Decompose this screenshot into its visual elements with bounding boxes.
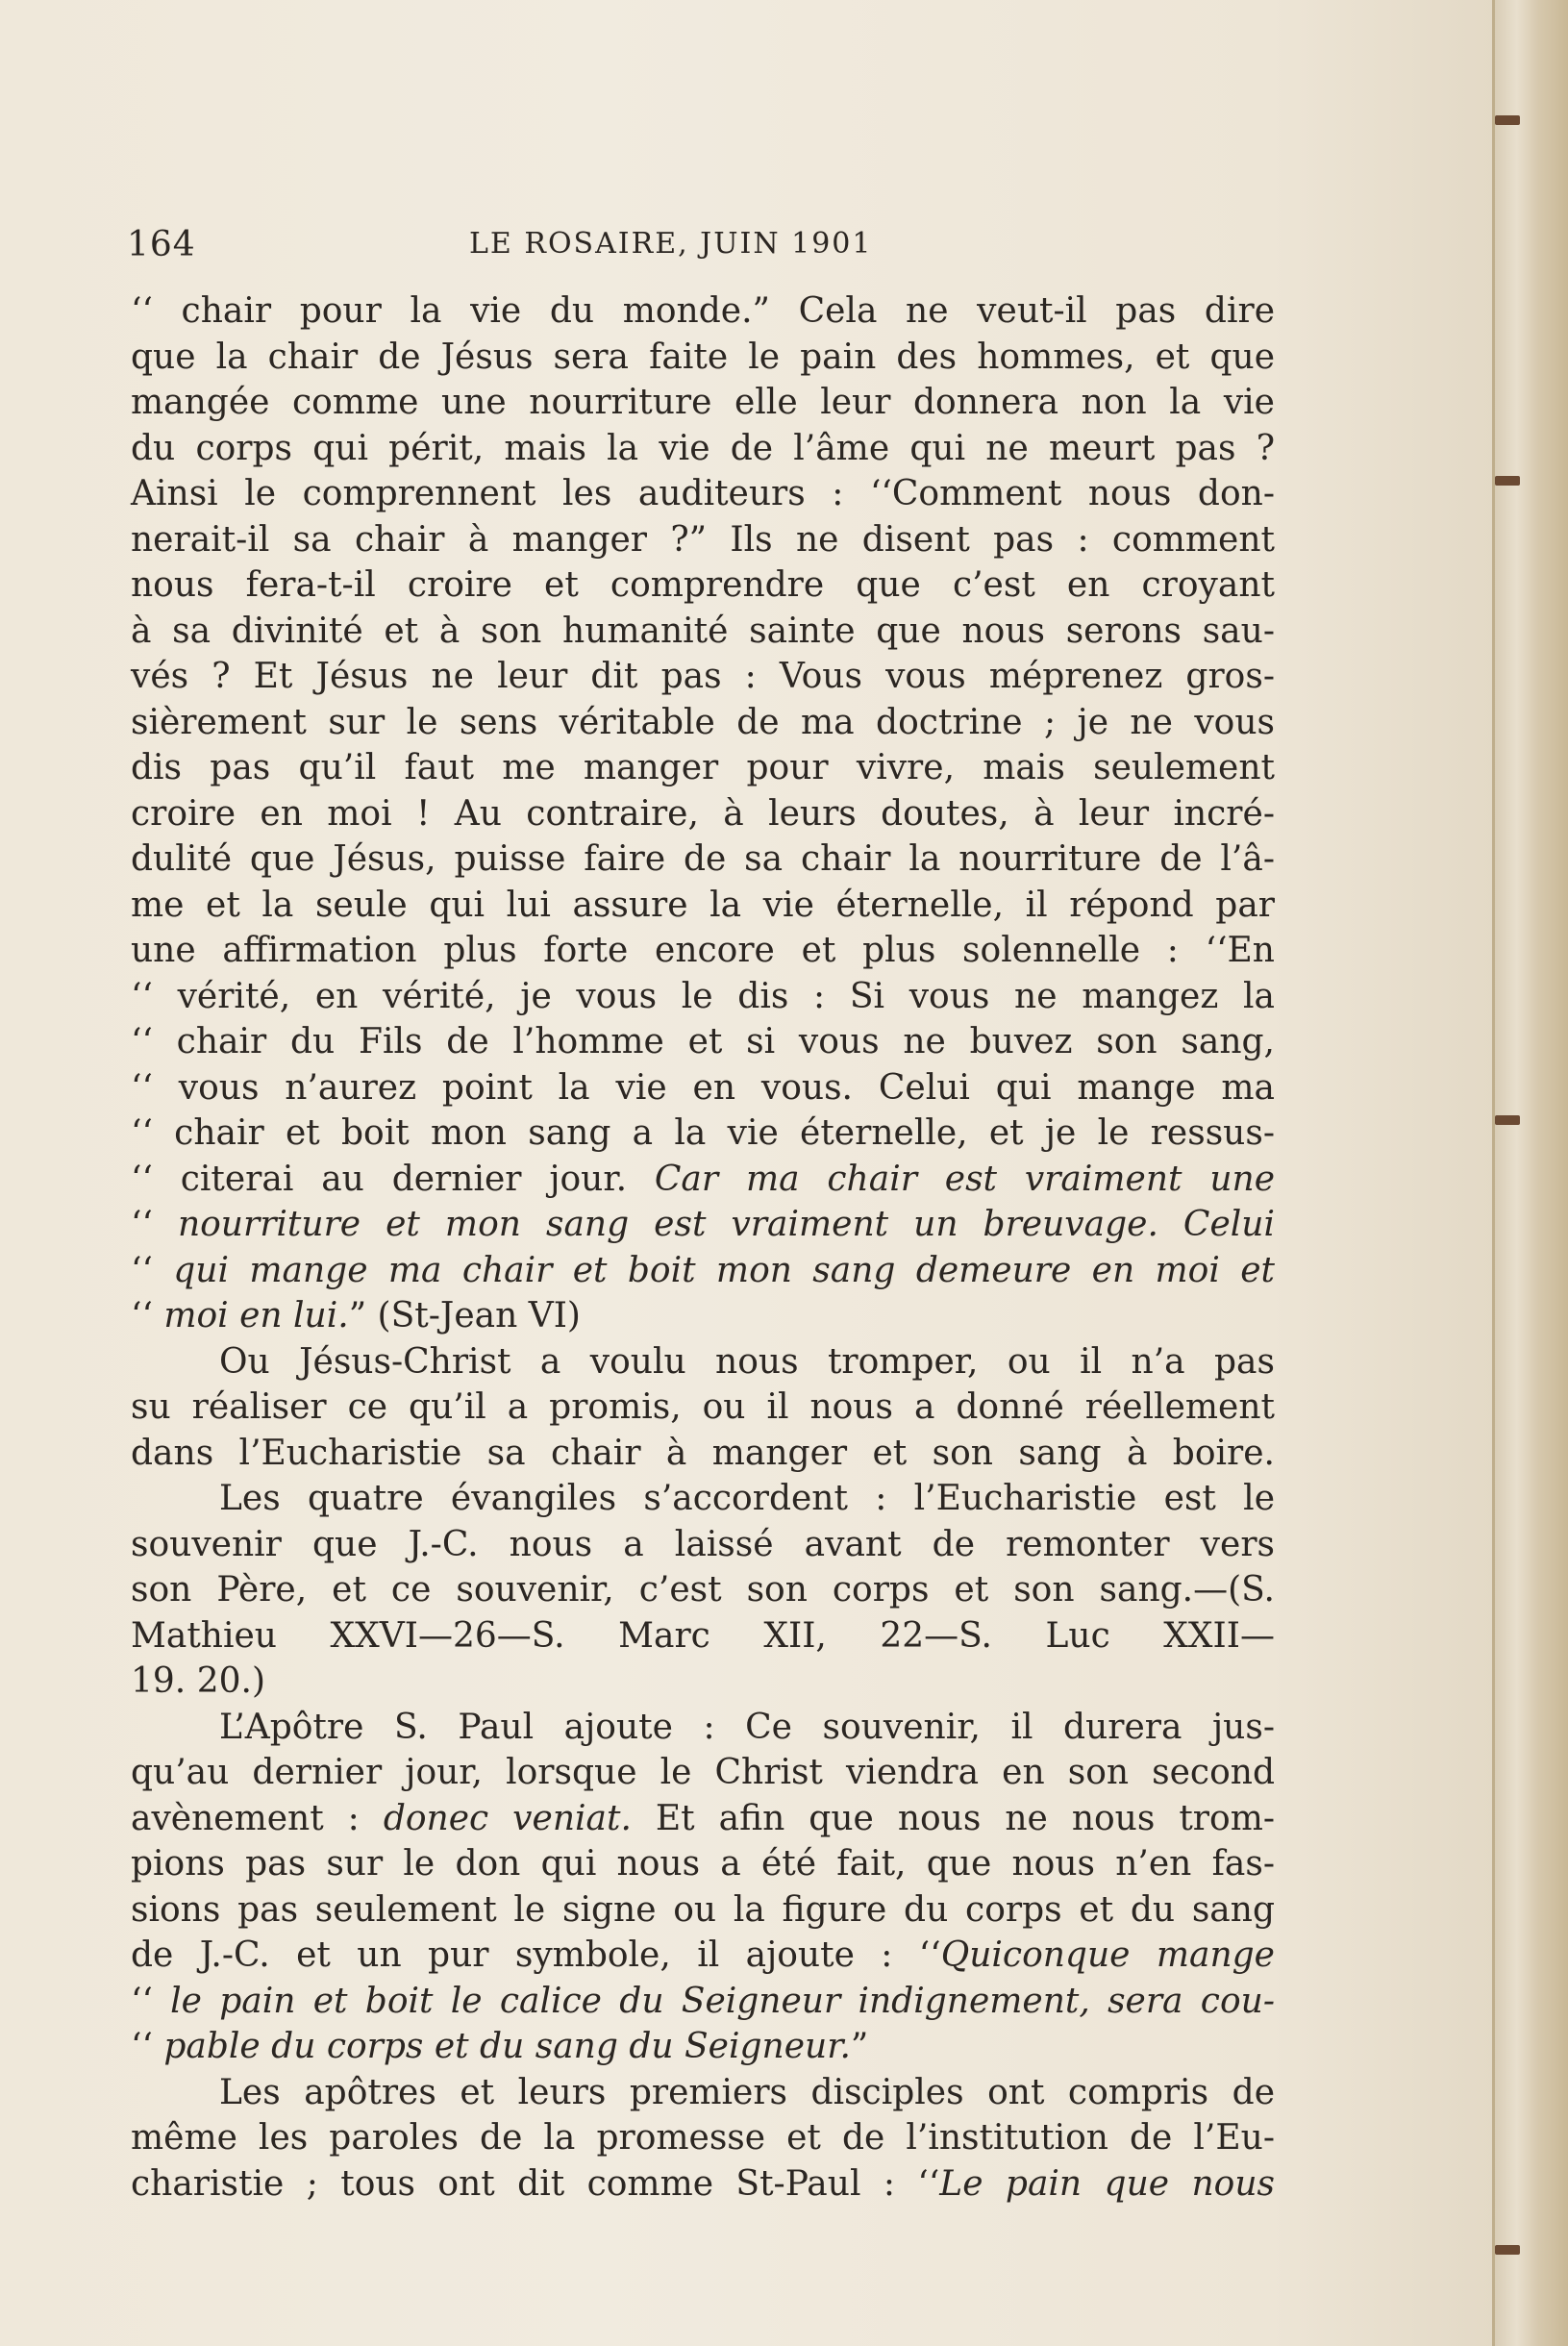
text-line [131, 2024, 1275, 2070]
text-segment: 19. 20.) [131, 1661, 265, 1701]
text-segment: Les apôtres et leurs premiers disciples ont compris de [219, 2072, 1275, 2112]
text-segment: souvenir que J.-C. nous a laissé avant de remonter vers [131, 1524, 1275, 1564]
running-title: LE ROSAIRE, JUIN 1901 [469, 227, 873, 261]
text-line [131, 791, 1275, 837]
text-segment: Ainsi le comprennent les auditeurs : ‘‘Comment nous don- [131, 474, 1275, 513]
italic-segment: Quiconque mange [940, 1935, 1275, 1975]
text-line [131, 335, 1275, 381]
page-tab-mark [1495, 115, 1520, 125]
text-line [131, 1887, 1275, 1934]
text-segment: que la chair de Jésus sera faite le pain des hommes, et que [131, 337, 1275, 377]
text-line [131, 1979, 1275, 2025]
text-line [131, 1613, 1275, 1660]
text-line [131, 2115, 1275, 2161]
text-segment: vés ? Et Jésus ne leur dit pas : Vous vous méprenez gros- [131, 657, 1275, 696]
page-tab-mark [1495, 2245, 1520, 2255]
text-line [131, 1202, 1275, 1248]
text-segment: charistie ; tous ont dit comme St-Paul : ‘‘ [131, 2163, 940, 2204]
text-line [131, 2161, 1275, 2208]
italic-segment: qui mange ma chair et boit mon sang demeure en moi et [173, 1250, 1275, 1290]
text-line [131, 745, 1275, 791]
text-segment: ‘‘ [131, 1250, 174, 1290]
text-segment: à sa divinité et à son humanité sainte que nous serons sau- [131, 611, 1275, 651]
text-segment: pions pas sur le don qui nous a été fait, que nous n’en fas- [131, 1844, 1275, 1884]
text-line [131, 1841, 1275, 1887]
text-segment: ” [850, 2027, 869, 2066]
text-line [131, 1567, 1275, 1613]
text-line [131, 1065, 1275, 1111]
text-segment: croire en moi ! Au contraire, à leurs doutes, à leur incré- [131, 793, 1275, 834]
text-segment: ‘‘ [131, 1981, 171, 2021]
italic-segment: nourriture et mon sang est vraiment un breuvage. Celui [177, 1205, 1275, 1244]
text-line [131, 471, 1275, 517]
text-line [131, 426, 1275, 472]
text-line [131, 1750, 1275, 1796]
text-segment: ‘‘ [131, 1296, 164, 1335]
text-segment: ‘‘ [131, 1205, 178, 1244]
text-segment: su réaliser ce qu’il a promis, ou il nous a donné réellement [131, 1387, 1275, 1427]
text-line [131, 380, 1275, 426]
text-segment: Et afin que nous ne nous trom- [631, 1798, 1275, 1838]
text-segment: Ou Jésus-Christ a voulu nous tromper, ou il n’a pas [219, 1341, 1275, 1382]
italic-segment: le pain et boit le calice du Seigneur indignement, sera cou- [170, 1981, 1275, 2021]
text-line [131, 1111, 1275, 1157]
page-tab-mark [1495, 476, 1520, 486]
text-segment: une affirmation plus forte encore et plus solennelle : ‘‘En [131, 931, 1275, 970]
italic-segment: moi en lui. [163, 1296, 349, 1335]
text-line [131, 974, 1275, 1020]
text-line [131, 1476, 1275, 1522]
text-segment: dis pas qu’il faut me manger pour vivre, mais seulement [131, 748, 1275, 787]
text-segment: de J.-C. et un pur symbole, il ajoute : ‘‘ [131, 1935, 941, 1975]
text-segment: Mathieu XXVI—26—S. Marc XII, 22—S. Luc XXII— [131, 1615, 1275, 1656]
text-line [131, 517, 1275, 563]
text-segment: L’Apôtre S. Paul ajoute : Ce souvenir, il durera jus- [219, 1707, 1275, 1747]
text-segment: ‘‘ chair du Fils de l’homme et si vous ne buvez son sang, [131, 1022, 1275, 1061]
text-line [131, 562, 1275, 609]
page-header [127, 219, 1281, 273]
text-line [131, 1522, 1275, 1568]
page-tab-mark [1495, 1115, 1520, 1125]
text-segment: mangée comme une nourriture elle leur donnera non la vie [131, 383, 1275, 422]
text-line [131, 1431, 1275, 1477]
text-segment: du corps qui périt, mais la vie de l’âme qui ne meurt pas ? [131, 428, 1275, 468]
text-line [131, 288, 1275, 335]
text-segment: nous fera-t-il croire et comprendre que c’est en croyant [131, 565, 1275, 605]
text-segment: même les paroles de la promesse et de l’institution de l’Eu- [131, 2118, 1275, 2158]
page-number: 164 [127, 225, 196, 264]
text-segment: ‘‘ chair et boit mon sang a la vie éternelle, et je le ressus- [131, 1113, 1275, 1153]
italic-segment: Le pain que nous [939, 2163, 1275, 2204]
text-line [131, 928, 1275, 974]
text-line [131, 836, 1275, 883]
text-line [131, 1659, 1275, 1705]
text-line [131, 1248, 1275, 1294]
text-line [131, 1385, 1275, 1431]
text-segment: dulité que Jésus, puisse faire de sa chair la nourriture de l’â- [131, 839, 1275, 879]
text-line [131, 2070, 1275, 2116]
text-segment: Les quatre évangiles s’accordent : l’Eucharistie est le [219, 1479, 1275, 1518]
text-line [131, 609, 1275, 655]
text-line [131, 1339, 1275, 1385]
text-segment: ‘‘ citerai au dernier jour. [131, 1159, 655, 1199]
italic-segment: donec veniat. [383, 1798, 632, 1838]
text-segment: ‘‘ [131, 2027, 164, 2066]
text-line [131, 654, 1275, 700]
text-segment: son Père, et ce souvenir, c’est son corps et son sang.—(S. [131, 1570, 1275, 1610]
text-segment: qu’au dernier jour, lorsque le Christ viendra en son second [131, 1753, 1275, 1792]
text-line [131, 700, 1275, 746]
text-segment: sièrement sur le sens véritable de ma doctrine ; je ne vous [131, 702, 1275, 742]
text-segment: me et la seule qui lui assure la vie éternelle, il répond par [131, 885, 1275, 925]
text-line [131, 1933, 1275, 1979]
text-segment: avènement : [131, 1798, 384, 1838]
text-segment: ‘‘ chair pour la vie du monde.” Cela ne veut-il pas dire [131, 291, 1275, 331]
text-segment: ” (St-Jean VI) [348, 1296, 581, 1335]
text-segment: dans l’Eucharistie sa chair à manger et son sang à boire. [131, 1433, 1275, 1473]
italic-segment: Car ma chair est vraiment une [654, 1159, 1276, 1199]
text-segment: nerait-il sa chair à manger ?” Ils ne disent pas : comment [131, 519, 1275, 560]
italic-segment: pable du corps et du sang du Seigneur. [163, 2027, 851, 2066]
text-line [131, 1157, 1275, 1203]
text-line [131, 1293, 1275, 1339]
text-line [131, 1705, 1275, 1751]
body-text [131, 288, 1275, 2207]
text-line [131, 883, 1275, 929]
text-segment: sions pas seulement le signe ou la figure du corps et du sang [131, 1889, 1275, 1930]
text-line [131, 1019, 1275, 1065]
text-line [131, 1796, 1275, 1842]
text-segment: ‘‘ vérité, en vérité, je vous le dis : Si vous ne mangez la [131, 976, 1275, 1016]
page-edge [1492, 0, 1568, 2346]
text-segment: ‘‘ vous n’aurez point la vie en vous. Celui qui mange ma [131, 1067, 1275, 1108]
